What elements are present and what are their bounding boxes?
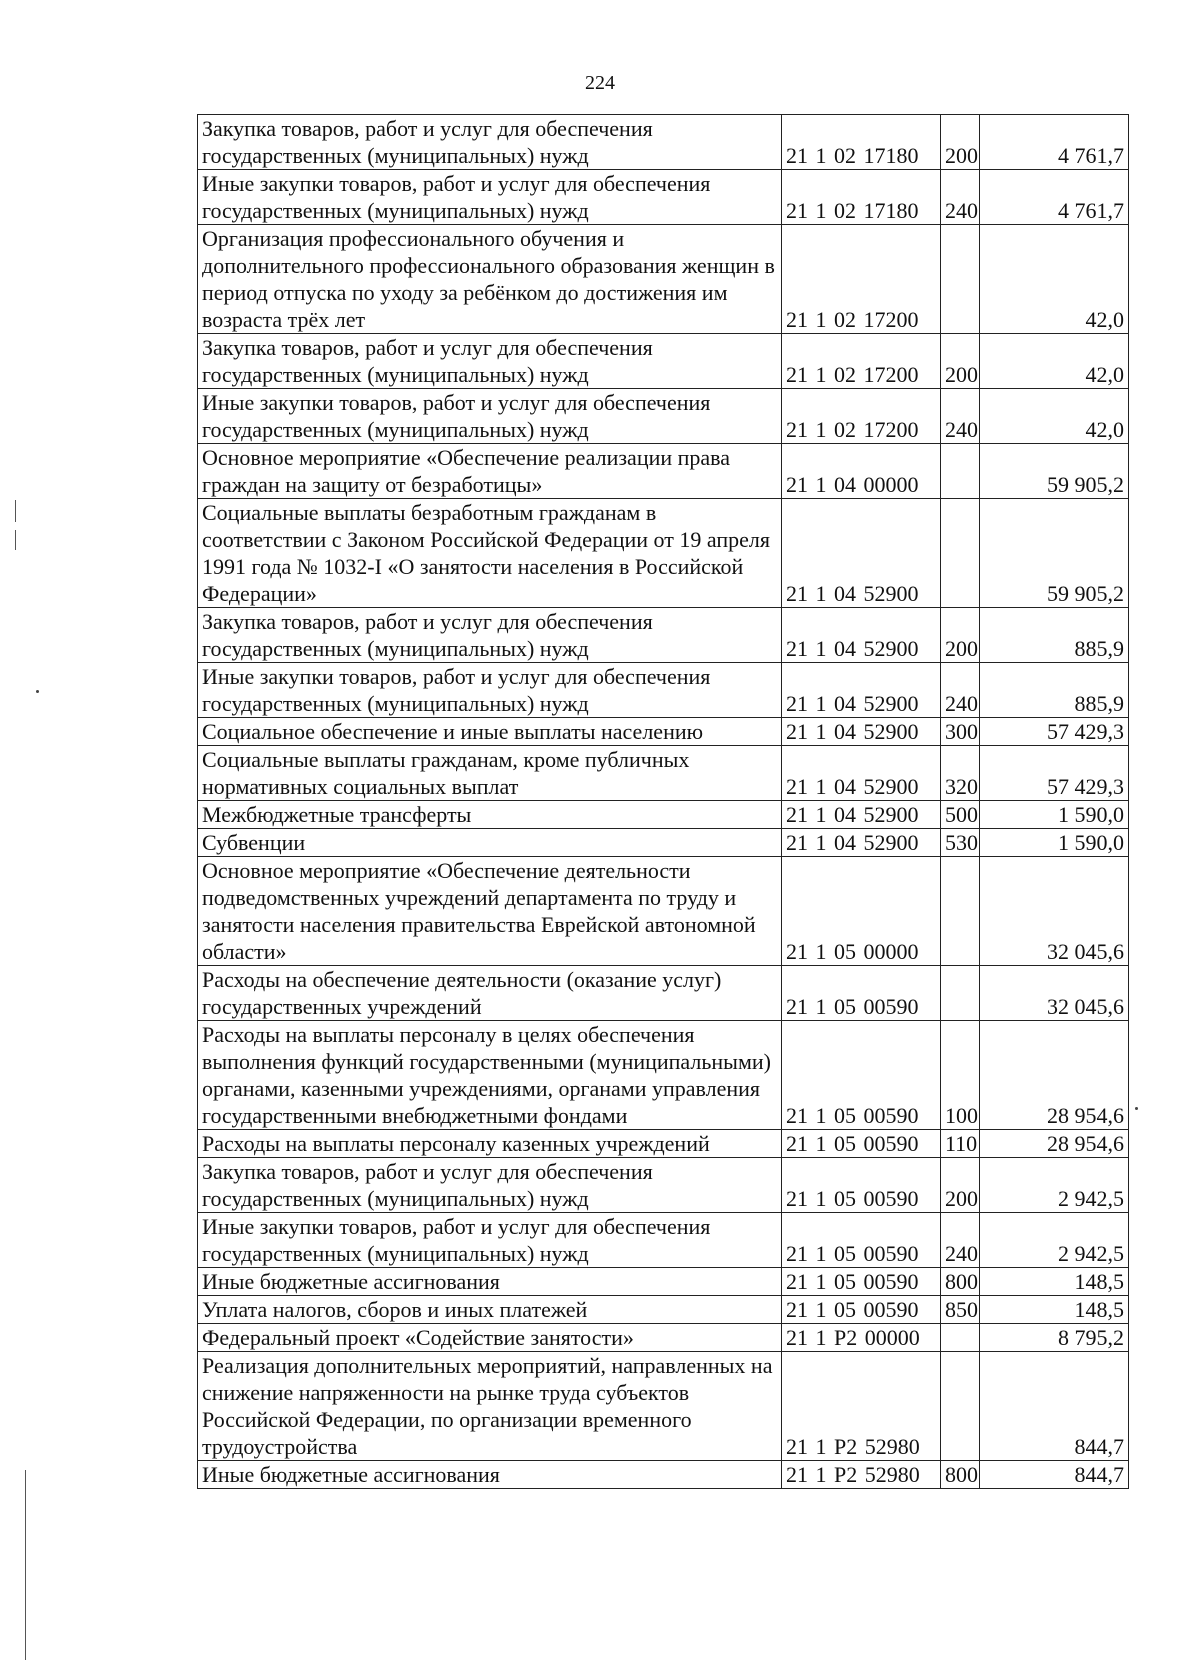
row-code: 21 1 04 00000 [782,444,941,499]
row-code: 21 1 04 52900 [782,663,941,718]
row-amount: 57 429,3 [980,718,1129,746]
row-code: 21 1 02 17200 [782,389,941,444]
row-expense-type [941,499,980,608]
row-code: 21 1 04 52900 [782,499,941,608]
row-amount: 4 761,7 [980,115,1129,170]
table-row [198,718,1129,746]
row-expense-type: 240 [941,389,980,444]
row-code: 21 1 05 00590 [782,1021,941,1130]
table-row [198,746,1129,801]
row-name: Иные закупки товаров, работ и услуг для обеспечения государственных (муниципальных) нужд [198,1213,782,1268]
row-expense-type: 110 [941,1130,980,1158]
row-name: Социальные выплаты гражданам, кроме публичных нормативных социальных выплат [198,746,782,801]
table-row [198,225,1129,334]
row-amount: 885,9 [980,663,1129,718]
row-name: Организация профессионального обучения и дополнительного профессионального образования женщин в период отпуска по уходу за ребёнком до достижения им возраста трёх лет [198,225,782,334]
row-name: Закупка товаров, работ и услуг для обеспечения государственных (муниципальных) нужд [198,608,782,663]
row-name: Иные закупки товаров, работ и услуг для обеспечения государственных (муниципальных) нужд [198,663,782,718]
row-code: 21 1 02 17180 [782,170,941,225]
budget-table [197,114,1129,1489]
row-expense-type: 200 [941,608,980,663]
row-name: Реализация дополнительных мероприятий, направленных на снижение напряженности на рынке труда субъектов Российской Федерации, по организации временного трудоустройства [198,1352,782,1461]
row-code: 21 1 02 17200 [782,334,941,389]
row-amount: 32 045,6 [980,966,1129,1021]
row-code: 21 1 05 00590 [782,1213,941,1268]
table-row [198,857,1129,966]
row-expense-type [941,857,980,966]
scan-dot [36,690,39,693]
table-row [198,1158,1129,1213]
row-name: Иные закупки товаров, работ и услуг для обеспечения государственных (муниципальных) нужд [198,389,782,444]
table-row [198,663,1129,718]
row-code: 21 1 05 00590 [782,1158,941,1213]
row-code: 21 1 04 52900 [782,746,941,801]
row-amount: 148,5 [980,1268,1129,1296]
table-row [198,1213,1129,1268]
row-expense-type [941,1324,980,1352]
row-amount: 42,0 [980,225,1129,334]
row-amount: 42,0 [980,389,1129,444]
row-amount: 59 905,2 [980,444,1129,499]
row-expense-type: 240 [941,170,980,225]
table-row [198,499,1129,608]
row-expense-type: 800 [941,1268,980,1296]
table-row [198,334,1129,389]
row-expense-type: 320 [941,746,980,801]
row-amount: 42,0 [980,334,1129,389]
row-code: 21 1 05 00590 [782,1130,941,1158]
row-name: Закупка товаров, работ и услуг для обеспечения государственных (муниципальных) нужд [198,334,782,389]
row-code: 21 1 05 00590 [782,1268,941,1296]
row-code: 21 1 04 52900 [782,801,941,829]
row-name: Основное мероприятие «Обеспечение деятельности подведомственных учреждений департамента по труду и занятости населения правительства Еврейской автономной области» [198,857,782,966]
row-amount: 1 590,0 [980,829,1129,857]
scan-dot [1135,1107,1138,1110]
row-code: 21 1 02 17180 [782,115,941,170]
row-name: Расходы на обеспечение деятельности (оказание услуг) государственных учреждений [198,966,782,1021]
row-name: Иные закупки товаров, работ и услуг для обеспечения государственных (муниципальных) нужд [198,170,782,225]
table-row [198,1130,1129,1158]
row-name: Социальное обеспечение и иные выплаты населению [198,718,782,746]
table-row [198,170,1129,225]
row-amount: 59 905,2 [980,499,1129,608]
row-amount: 57 429,3 [980,746,1129,801]
table-row [198,1324,1129,1352]
row-expense-type: 240 [941,1213,980,1268]
row-expense-type: 800 [941,1461,980,1489]
page-number: 224 [585,72,615,94]
row-name: Иные бюджетные ассигнования [198,1461,782,1489]
scan-mark [15,530,16,550]
row-expense-type: 100 [941,1021,980,1130]
row-name: Уплата налогов, сборов и иных платежей [198,1296,782,1324]
table-row [198,389,1129,444]
row-expense-type: 200 [941,1158,980,1213]
table-row [198,829,1129,857]
table-row [198,1352,1129,1461]
row-amount: 2 942,5 [980,1213,1129,1268]
table-row [198,115,1129,170]
row-amount: 885,9 [980,608,1129,663]
row-amount: 148,5 [980,1296,1129,1324]
row-amount: 28 954,6 [980,1130,1129,1158]
row-code: 21 1 P2 00000 [782,1324,941,1352]
scan-mark [25,1470,26,1660]
row-amount: 844,7 [980,1461,1129,1489]
row-expense-type: 200 [941,115,980,170]
row-expense-type [941,225,980,334]
row-amount: 1 590,0 [980,801,1129,829]
row-expense-type: 530 [941,829,980,857]
table-row [198,1021,1129,1130]
row-expense-type: 240 [941,663,980,718]
row-name: Субвенции [198,829,782,857]
table-row [198,608,1129,663]
row-code: 21 1 P2 52980 [782,1352,941,1461]
row-code: 21 1 P2 52980 [782,1461,941,1489]
row-code: 21 1 05 00590 [782,966,941,1021]
row-amount: 28 954,6 [980,1021,1129,1130]
row-code: 21 1 05 00590 [782,1296,941,1324]
row-name: Основное мероприятие «Обеспечение реализации права граждан на защиту от безработицы» [198,444,782,499]
row-expense-type: 850 [941,1296,980,1324]
row-code: 21 1 02 17200 [782,225,941,334]
row-name: Иные бюджетные ассигнования [198,1268,782,1296]
row-name: Социальные выплаты безработным гражданам в соответствии с Законом Российской Федерации от 19 апреля 1991 года № 1032-I «О занятости населения в Российской Федерации» [198,499,782,608]
row-expense-type: 500 [941,801,980,829]
table-row [198,966,1129,1021]
row-expense-type [941,1352,980,1461]
row-name: Закупка товаров, работ и услуг для обеспечения государственных (муниципальных) нужд [198,1158,782,1213]
row-amount: 2 942,5 [980,1158,1129,1213]
row-expense-type [941,966,980,1021]
row-expense-type: 200 [941,334,980,389]
row-name: Федеральный проект «Содействие занятости» [198,1324,782,1352]
row-expense-type: 300 [941,718,980,746]
row-code: 21 1 04 52900 [782,829,941,857]
row-expense-type [941,444,980,499]
table-row [198,1268,1129,1296]
row-code: 21 1 05 00000 [782,857,941,966]
row-amount: 4 761,7 [980,170,1129,225]
scan-mark [15,500,16,522]
row-name: Расходы на выплаты персоналу казенных учреждений [198,1130,782,1158]
row-code: 21 1 04 52900 [782,718,941,746]
row-name: Межбюджетные трансферты [198,801,782,829]
table-row [198,801,1129,829]
row-amount: 32 045,6 [980,857,1129,966]
table-row [198,1296,1129,1324]
row-name: Закупка товаров, работ и услуг для обеспечения государственных (муниципальных) нужд [198,115,782,170]
row-code: 21 1 04 52900 [782,608,941,663]
table-row [198,444,1129,499]
table-row [198,1461,1129,1489]
row-amount: 8 795,2 [980,1324,1129,1352]
row-name: Расходы на выплаты персоналу в целях обеспечения выполнения функций государственными (муниципальными) органами, казенными учреждениями, органами управления государственными внебюджетными фондами [198,1021,782,1130]
row-amount: 844,7 [980,1352,1129,1461]
